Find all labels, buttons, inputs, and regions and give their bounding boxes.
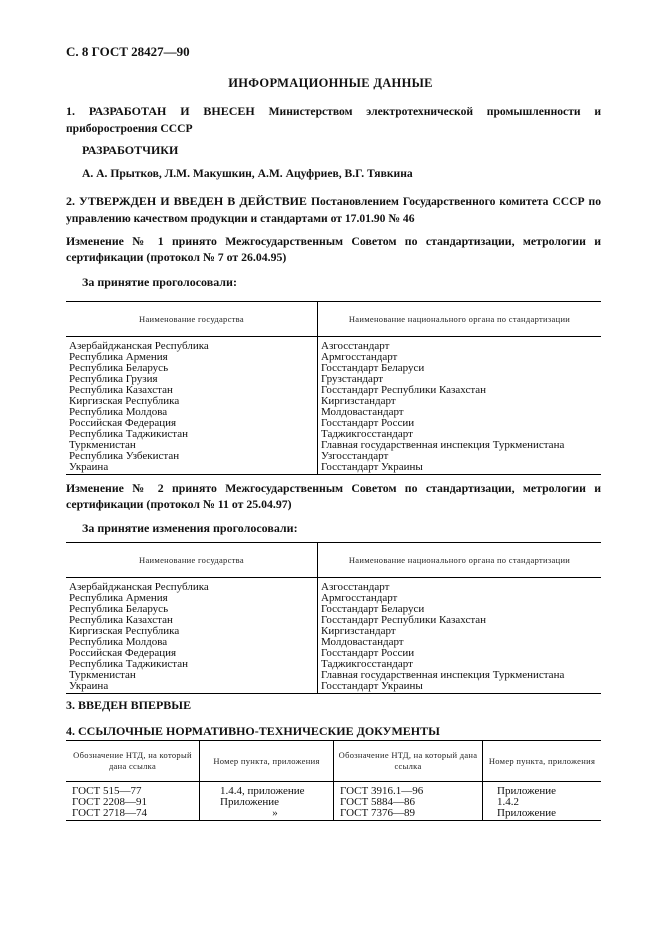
ref-clause: Приложение	[200, 797, 334, 808]
state-name: Республика Беларусь	[66, 604, 318, 615]
standards-body-name: Таджикгосстандарт	[321, 428, 413, 440]
standards-body-name: Грузстандарт	[321, 373, 384, 385]
change-1-table	[66, 301, 601, 475]
state-name: Российская Федерация	[66, 648, 318, 659]
section-1-label: 1. РАЗРАБОТАН И ВНЕСЕН	[66, 104, 255, 118]
section-2	[66, 193, 601, 227]
standards-body-name: Азгосстандарт	[321, 581, 390, 593]
state-name: Республика Таджикистан	[66, 429, 318, 440]
state-name: Республика Узбекистан	[66, 451, 318, 462]
developers-list: А. А. Прытков, Л.М. Макушкин, А.М. Ацуфриев, В.Г. Тявкина	[82, 167, 413, 180]
ref-designation: ГОСТ 2718—74	[66, 808, 200, 821]
standards-body-name: Госстандарт России	[321, 647, 415, 659]
standards-body-name: Узгосстандарт	[321, 450, 389, 462]
change-1-note: Изменение № 1 принято Межгосударственным Советом по стандартизации, метрологии и сертификации (протокол № 7 от 26.04.95)	[66, 234, 601, 264]
ref-clause: 1.4.4, приложение	[200, 782, 334, 798]
state-name: Республика Беларусь	[66, 363, 318, 374]
page-header: С. 8 ГОСТ 28427—90	[66, 44, 190, 59]
change-2-table	[66, 542, 601, 694]
ref-designation: ГОСТ 515—77	[66, 782, 200, 798]
section-1-text: Министерством электротехнической промышленности и приборостроения СССР	[66, 105, 601, 135]
ref-designation: ГОСТ 2208—91	[66, 797, 200, 808]
state-name: Азербайджанская Республика	[66, 337, 318, 353]
state-name: Туркменистан	[66, 670, 318, 681]
table-row	[66, 808, 601, 821]
section-2-text: Постановлением Государственного комитета СССР по управлению качеством продукции и стандартами от 17.01.90 № 46	[66, 195, 602, 225]
section-1	[66, 103, 601, 137]
standards-body-name: Молдовастандарт	[321, 406, 404, 418]
document-title: ИНФОРМАЦИОННЫЕ ДАННЫЕ	[228, 76, 433, 90]
standards-body-name: Главная государственная инспекция Туркменистана	[321, 439, 565, 451]
standards-body-name: Госстандарт России	[321, 417, 415, 429]
col-body-header: Наименование национального органа по стандартизации	[318, 302, 602, 337]
section-4-title: 4. ССЫЛОЧНЫЕ НОРМАТИВНО-ТЕХНИЧЕСКИЕ ДОКУМЕНТЫ	[66, 724, 440, 738]
developers-title: РАЗРАБОТЧИКИ	[82, 143, 179, 157]
change-2-note: Изменение № 2 принято Межгосударственным Советом по стандартизации, метрологии и сертификации (протокол № 11 от 25.04.97)	[66, 481, 601, 511]
state-name: Украина	[66, 681, 318, 694]
ref-clause: »	[200, 808, 334, 821]
standards-body-name: Киргизстандарт	[321, 395, 396, 407]
standards-body-name: Госстандарт Республики Казахстан	[321, 614, 487, 626]
state-name: Республика Казахстан	[66, 385, 318, 396]
standards-body-name: Госстандарт Украины	[318, 462, 602, 475]
state-name: Украина	[66, 462, 318, 475]
state-name: Республика Грузия	[66, 374, 318, 385]
ref-clause: Приложение	[497, 785, 557, 797]
state-name: Российская Федерация	[66, 418, 318, 429]
state-name: Республика Армения	[66, 593, 318, 604]
change-2-voted: За принятие изменения проголосовали:	[82, 521, 298, 535]
state-name: Республика Армения	[66, 352, 318, 363]
state-name: Азербайджанская Республика	[66, 578, 318, 594]
table-row	[66, 462, 601, 475]
table-row	[66, 782, 601, 798]
state-name: Республика Молдова	[66, 637, 318, 648]
state-name: Киргизская Республика	[66, 626, 318, 637]
state-name: Киргизская Республика	[66, 396, 318, 407]
standards-body-name: Госстандарт Республики Казахстан	[321, 384, 487, 396]
table-row	[66, 578, 601, 594]
standards-body-name: Таджикгосстандарт	[321, 658, 413, 670]
col-state-header: Наименование государства	[66, 543, 318, 578]
standards-body-name: Армгосстандарт	[321, 592, 398, 604]
state-name: Республика Таджикистан	[66, 659, 318, 670]
standards-body-name: Госстандарт Беларуси	[321, 603, 425, 615]
ref-col-designation: Обозначение НТД, на который дана ссылка	[66, 741, 200, 782]
standards-body-name: Госстандарт Украины	[318, 681, 602, 694]
ref-clause: 1.4.2	[497, 796, 519, 808]
state-name: Республика Молдова	[66, 407, 318, 418]
standards-body-name: Главная государственная инспекция Туркменистана	[321, 669, 565, 681]
section-2-label: 2. УТВЕРЖДЕН И ВВЕДЕН В ДЕЙСТВИЕ	[66, 194, 307, 208]
table-row	[66, 681, 601, 694]
standards-body-name: Армгосстандарт	[321, 351, 398, 363]
table-row	[66, 337, 601, 353]
ref-col-clause-2: Номер пункта, приложения	[483, 741, 602, 782]
change-1-voted: За принятие проголосовали:	[82, 275, 237, 289]
standards-body-name: Киргизстандарт	[321, 625, 396, 637]
section-3: 3. ВВЕДЕН ВПЕРВЫЕ	[66, 698, 192, 712]
ref-col-designation-2: Обозначение НТД, на который дана ссылка	[334, 741, 483, 782]
standards-body-name: Молдовастандарт	[321, 636, 404, 648]
standards-body-name: Азгосстандарт	[321, 340, 390, 352]
col-body-header: Наименование национального органа по стандартизации	[318, 543, 602, 578]
ref-col-clause: Номер пункта, приложения	[200, 741, 334, 782]
ref-designation: ГОСТ 5884—86	[334, 797, 483, 808]
state-name: Республика Казахстан	[66, 615, 318, 626]
state-name: Туркменистан	[66, 440, 318, 451]
ref-clause: Приложение	[483, 808, 602, 821]
col-state-header: Наименование государства	[66, 302, 318, 337]
references-table	[66, 740, 601, 821]
ref-designation: ГОСТ 7376—89	[334, 808, 483, 821]
ref-designation: ГОСТ 3916.1—96	[334, 782, 483, 798]
standards-body-name: Госстандарт Беларуси	[321, 362, 425, 374]
